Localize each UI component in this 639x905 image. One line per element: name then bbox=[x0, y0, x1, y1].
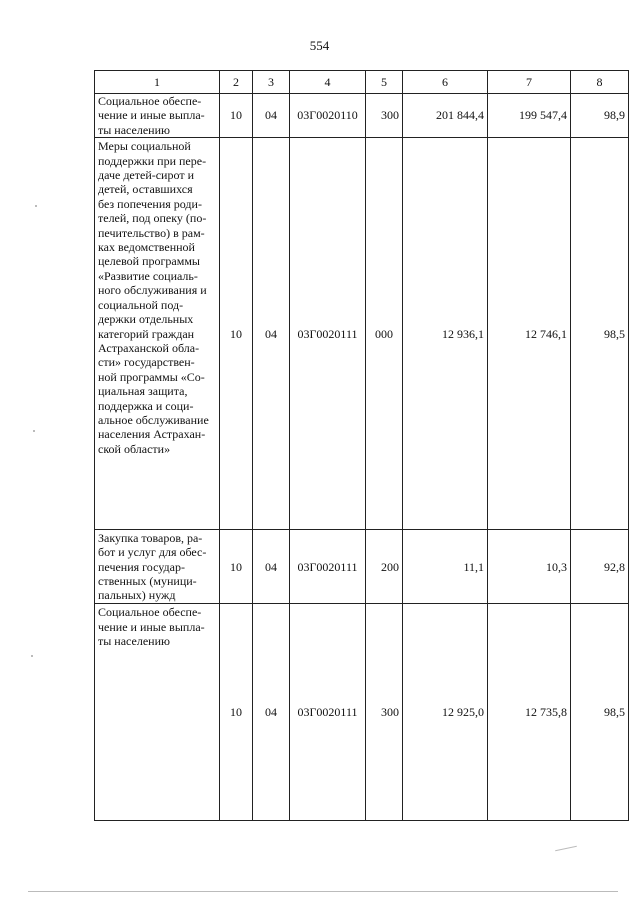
header-row bbox=[95, 71, 629, 94]
section-code: 10 bbox=[220, 138, 253, 530]
budget-execution-table bbox=[94, 70, 629, 821]
planned-amount: 12 936,1 bbox=[403, 138, 488, 530]
header-col-4: 4 bbox=[290, 71, 366, 94]
row-name: Социальное обеспе- чение и иные выпла- ты населению bbox=[95, 604, 220, 821]
subsection-code: 04 bbox=[253, 94, 290, 138]
execution-percent: 92,8 bbox=[571, 530, 629, 604]
row-name: Меры социальной поддержки при пере- даче детей-сирот и детей, оставшихся без попечения роди- телей, под опеку (по- печительство) в рам- ках ведомственной целевой программы «Развитие социаль- ного обслуживания и социальной под- держки отдельных категорий граждан Астраханской обла- сти» государствен- ной программы «Со- циальная защита, поддержка и соци- альное обслуживание населения Астрахан- ской области» bbox=[95, 138, 220, 530]
executed-amount: 12 746,1 bbox=[488, 138, 571, 530]
subsection-code: 04 bbox=[253, 530, 290, 604]
executed-amount: 12 735,8 bbox=[488, 604, 571, 821]
section-code: 10 bbox=[220, 94, 253, 138]
scan-speck bbox=[35, 205, 37, 207]
target-article-code: 03Г0020111 bbox=[290, 604, 366, 821]
scan-line bbox=[28, 891, 618, 892]
page-number: 554 bbox=[309, 38, 330, 53]
expense-type-code: 300 bbox=[366, 94, 403, 138]
table-row bbox=[95, 94, 629, 138]
executed-amount: 199 547,4 bbox=[488, 94, 571, 138]
header-col-7: 7 bbox=[488, 71, 571, 94]
expense-type-code: 000 bbox=[366, 138, 403, 530]
header-col-2: 2 bbox=[220, 71, 253, 94]
target-article-code: 03Г0020111 bbox=[290, 138, 366, 530]
header-col-3: 3 bbox=[253, 71, 290, 94]
header-col-1: 1 bbox=[95, 71, 220, 94]
target-article-code: 03Г0020111 bbox=[290, 530, 366, 604]
row-name: Закупка товаров, ра- бот и услуг для обес- печения государ- ственных (муници- пальных) нужд bbox=[95, 530, 220, 604]
planned-amount: 11,1 bbox=[403, 530, 488, 604]
section-code: 10 bbox=[220, 604, 253, 821]
row-name: Социальное обеспе- чение и иные выпла- ты населению bbox=[95, 94, 220, 138]
planned-amount: 201 844,4 bbox=[403, 94, 488, 138]
expense-type-code: 300 bbox=[366, 604, 403, 821]
header-col-8: 8 bbox=[571, 71, 629, 94]
execution-percent: 98,9 bbox=[571, 94, 629, 138]
section-code: 10 bbox=[220, 530, 253, 604]
subsection-code: 04 bbox=[253, 604, 290, 821]
table-row bbox=[95, 604, 629, 821]
executed-amount: 10,3 bbox=[488, 530, 571, 604]
planned-amount: 12 925,0 bbox=[403, 604, 488, 821]
execution-percent: 98,5 bbox=[571, 138, 629, 530]
scan-speck bbox=[555, 846, 577, 852]
scan-speck bbox=[31, 655, 33, 657]
header-col-6: 6 bbox=[403, 71, 488, 94]
subsection-code: 04 bbox=[253, 138, 290, 530]
execution-percent: 98,5 bbox=[571, 604, 629, 821]
scan-speck bbox=[33, 430, 35, 432]
table-row bbox=[95, 530, 629, 604]
target-article-code: 03Г0020110 bbox=[290, 94, 366, 138]
header-col-5: 5 bbox=[366, 71, 403, 94]
table-row bbox=[95, 138, 629, 530]
expense-type-code: 200 bbox=[366, 530, 403, 604]
